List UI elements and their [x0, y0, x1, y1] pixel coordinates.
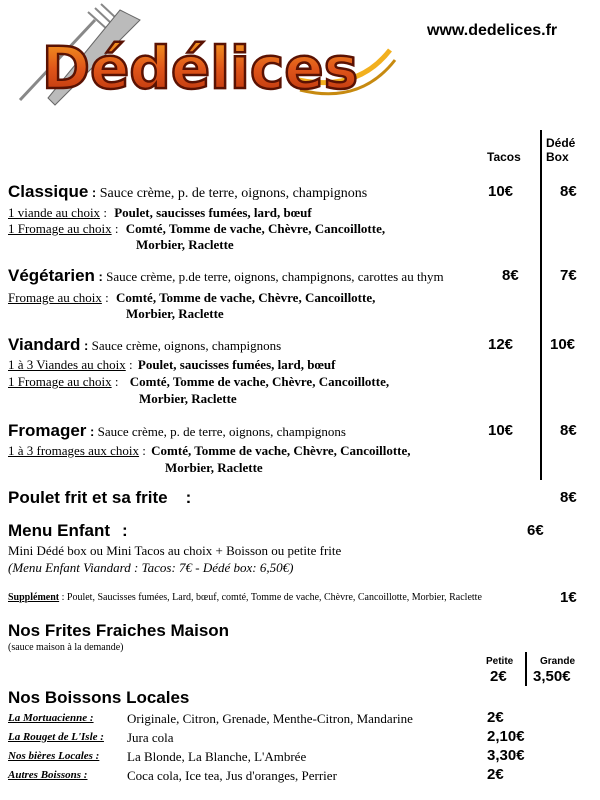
- vegetarien-option-1: Fromage au choix : Comté, Tomme de vache, Chèvre, Cancoillotte,: [8, 290, 376, 305]
- enfant-desc: Mini Dédé box ou Mini Tacos au choix + Boisson ou petite frite: [8, 543, 342, 558]
- column-divider: [540, 130, 542, 480]
- boisson-price: 2€: [487, 709, 504, 726]
- classique-price-box: 8€: [560, 183, 577, 200]
- fromager-title: Fromager: [8, 421, 87, 440]
- boisson-price: 2€: [487, 766, 504, 783]
- viandard-option-2: 1 Fromage au choix : Comté, Tomme de vache, Chèvre, Cancoillotte,: [8, 374, 390, 389]
- frites-petite-price: 2€: [490, 668, 507, 685]
- classique-option-1: 1 viande au choix : Poulet, saucisses fumées, lard, bœuf: [8, 205, 312, 220]
- viandard-option-2-cont: Morbier, Raclette: [139, 391, 237, 406]
- boisson-items: Originale, Citron, Grenade, Menthe-Citron, Mandarine: [127, 711, 413, 726]
- boisson-items: Jura cola: [127, 730, 174, 745]
- logo-graphic: [0, 0, 400, 110]
- classique-option-2-cont: Morbier, Raclette: [136, 237, 234, 252]
- poulet-line: Poulet frit et sa frite :: [8, 488, 192, 507]
- viandard-price-tacos: 12€: [488, 336, 514, 353]
- boisson-label: Nos bières Locales :: [8, 750, 100, 762]
- viandard-price-box: 10€: [550, 336, 576, 353]
- vegetarien-desc: Sauce crème, p.de terre, oignons, champignons, carottes au thym: [102, 269, 444, 284]
- boisson-items: La Blonde, La Blanche, L'Ambrée: [127, 749, 307, 764]
- enfant-title: Menu Enfant: [8, 521, 110, 540]
- boisson-items: Coca cola, Ice tea, Jus d'oranges, Perrier: [127, 768, 337, 783]
- poulet-title: Poulet frit et sa frite: [8, 488, 168, 507]
- frites-divider: [525, 652, 527, 686]
- boisson-label: Autres Boissons :: [8, 769, 88, 781]
- supplement-line: [8, 592, 482, 603]
- logo-text: Dédélices: [41, 34, 359, 102]
- vegetarien-price-tacos: 8€: [502, 267, 519, 284]
- boisson-price: 2,10€: [487, 728, 525, 745]
- boisson-label: La Rouget de L'Isle :: [8, 731, 104, 743]
- classique-option-2: 1 Fromage au choix : Comté, Tomme de vache, Chèvre, Cancoillotte,: [8, 221, 386, 236]
- enfant-note: (Menu Enfant Viandard : Tacos: 7€ - Dédé box: 6,50€): [8, 560, 294, 575]
- viandard-line: Viandard : Sauce crème, oignons, champignons: [8, 335, 282, 354]
- enfant-price: 6€: [527, 522, 544, 539]
- supplement-price: 1€: [560, 589, 577, 606]
- vegetarien-option-1-cont: Morbier, Raclette: [126, 306, 224, 321]
- poulet-price: 8€: [560, 489, 577, 506]
- classique-title: Classique: [8, 182, 89, 201]
- supplement-text: : Poulet, Saucisses fumées, Lard, bœuf, comté, Tomme de vache, Chèvre, Cancoillotte, Morbier, Raclette: [59, 592, 482, 603]
- classique-line: Classique : Sauce crème, p. de terre, oignons, champignons: [8, 182, 368, 201]
- frites-note: (sauce maison à la demande): [8, 642, 124, 653]
- vegetarien-title: Végétarien: [8, 266, 95, 285]
- supplement-label: Supplément: [8, 592, 60, 603]
- fromager-line: Fromager : Sauce crème, p. de terre, oignons, champignons: [8, 421, 346, 440]
- viandard-desc: Sauce crème, oignons, champignons: [88, 338, 282, 353]
- fromager-desc: Sauce crème, p. de terre, oignons, champignons: [94, 424, 346, 439]
- fromager-price-tacos: 10€: [488, 422, 514, 439]
- logo: [0, 0, 400, 110]
- boissons-title: Nos Boissons Locales: [8, 688, 190, 707]
- frites-grande-label: Grande: [540, 656, 576, 667]
- frites-petite-label: Petite: [486, 656, 514, 667]
- boisson-price: 3,30€: [487, 747, 525, 764]
- vegetarien-price-box: 7€: [560, 267, 577, 284]
- boisson-label: La Mortuacienne :: [8, 712, 94, 724]
- fromager-price-box: 8€: [560, 422, 577, 439]
- vegetarien-line: Végétarien : Sauce crème, p.de terre, oignons, champignons, carottes au thym: [8, 266, 444, 285]
- fromager-option-1-cont: Morbier, Raclette: [165, 460, 263, 475]
- viandard-title: Viandard: [8, 335, 81, 354]
- col-dede-header-2: Box: [546, 150, 569, 164]
- col-dede-header-1: Dédé: [546, 136, 576, 150]
- enfant-line: Menu Enfant :: [8, 521, 128, 540]
- classique-desc: Sauce crème, p. de terre, oignons, champignons: [96, 186, 368, 201]
- classique-price-tacos: 10€: [488, 183, 514, 200]
- col-tacos-header: Tacos: [487, 150, 521, 164]
- website[interactable]: www.dedelices.fr: [427, 22, 558, 39]
- fromager-option-1: 1 à 3 fromages aux choix : Comté, Tomme de vache, Chèvre, Cancoillotte,: [8, 443, 411, 458]
- viandard-option-1: 1 à 3 Viandes au choix : Poulet, saucisses fumées, lard, bœuf: [8, 357, 336, 372]
- frites-title: Nos Frites Fraiches Maison: [8, 621, 230, 640]
- frites-grande-price: 3,50€: [533, 668, 571, 685]
